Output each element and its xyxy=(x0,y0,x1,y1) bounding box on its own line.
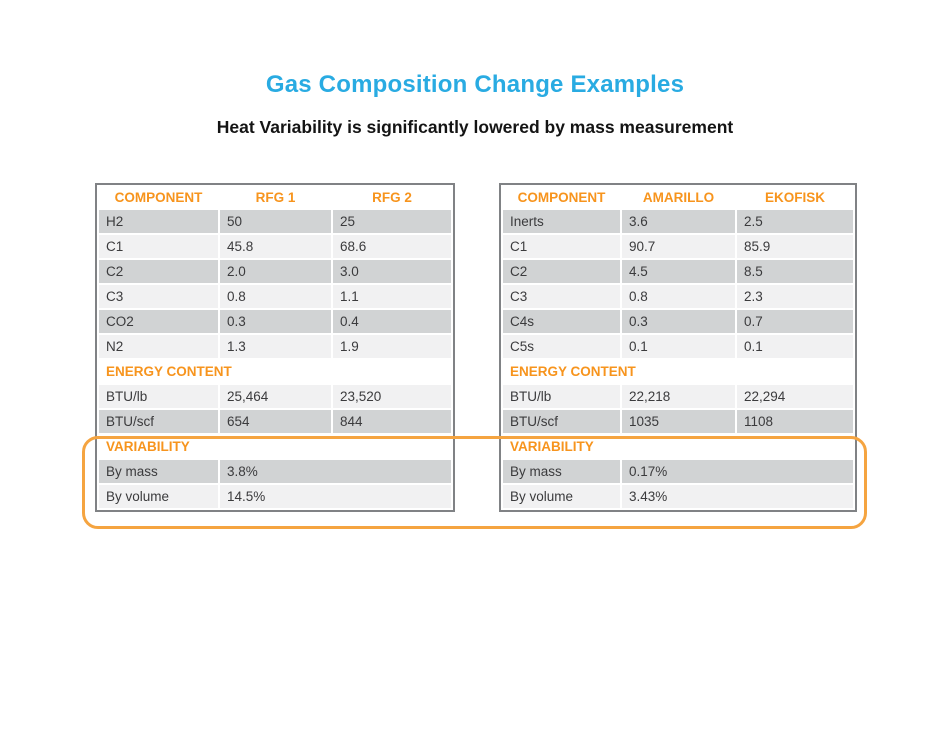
table-row xyxy=(99,460,451,483)
table-row xyxy=(99,335,451,358)
component-cell: C4s xyxy=(503,310,620,333)
value-cell: 2.0 xyxy=(220,260,331,283)
value-cell: 0.7 xyxy=(737,310,853,333)
column-header-rfg1: RFG 1 xyxy=(220,187,331,208)
section-header-row-variability xyxy=(503,435,853,458)
component-cell: By volume xyxy=(503,485,620,508)
value-cell: 0.1 xyxy=(737,335,853,358)
value-cell: 90.7 xyxy=(622,235,735,258)
value-cell: 4.5 xyxy=(622,260,735,283)
component-cell: BTU/scf xyxy=(99,410,218,433)
component-cell: H2 xyxy=(99,210,218,233)
value-cell: 45.8 xyxy=(220,235,331,258)
component-cell: C3 xyxy=(99,285,218,308)
table-row xyxy=(99,210,451,233)
value-cell: 0.17% xyxy=(622,460,853,483)
amarillo-ekofisk-table xyxy=(499,183,857,512)
table-row xyxy=(503,460,853,483)
component-cell: By volume xyxy=(99,485,218,508)
value-cell: 23,520 xyxy=(333,385,451,408)
section-header-label: ENERGY CONTENT xyxy=(99,360,451,383)
value-cell: 0.3 xyxy=(220,310,331,333)
value-cell: 22,294 xyxy=(737,385,853,408)
value-cell: 8.5 xyxy=(737,260,853,283)
table-row xyxy=(99,385,451,408)
component-cell: C1 xyxy=(503,235,620,258)
value-cell: 1.1 xyxy=(333,285,451,308)
value-cell: 1.3 xyxy=(220,335,331,358)
value-cell: 1108 xyxy=(737,410,853,433)
table-header-row xyxy=(503,187,853,208)
value-cell: 14.5% xyxy=(220,485,451,508)
value-cell: 50 xyxy=(220,210,331,233)
rfg-composition-table xyxy=(95,183,455,512)
column-header-rfg2: RFG 2 xyxy=(333,187,451,208)
table-row xyxy=(503,235,853,258)
table-row xyxy=(503,410,853,433)
table-row xyxy=(99,485,451,508)
value-cell: 0.1 xyxy=(622,335,735,358)
component-cell: C2 xyxy=(503,260,620,283)
value-cell: 2.5 xyxy=(737,210,853,233)
component-cell: N2 xyxy=(99,335,218,358)
table-row xyxy=(99,410,451,433)
table-row xyxy=(99,285,451,308)
table-header-row xyxy=(99,187,451,208)
table-row xyxy=(503,210,853,233)
table-row xyxy=(503,310,853,333)
value-cell: 1.9 xyxy=(333,335,451,358)
component-cell: C2 xyxy=(99,260,218,283)
value-cell: 844 xyxy=(333,410,451,433)
value-cell: 0.8 xyxy=(622,285,735,308)
table-row xyxy=(503,285,853,308)
value-cell: 3.43% xyxy=(622,485,853,508)
table-row xyxy=(503,385,853,408)
value-cell: 0.3 xyxy=(622,310,735,333)
value-cell: 654 xyxy=(220,410,331,433)
component-cell: By mass xyxy=(503,460,620,483)
value-cell: 3.0 xyxy=(333,260,451,283)
value-cell: 0.8 xyxy=(220,285,331,308)
table-row xyxy=(99,235,451,258)
section-header-row-energy xyxy=(99,360,451,383)
table-row xyxy=(99,260,451,283)
value-cell: 22,218 xyxy=(622,385,735,408)
value-cell: 68.6 xyxy=(333,235,451,258)
value-cell: 1035 xyxy=(622,410,735,433)
value-cell: 25 xyxy=(333,210,451,233)
page-subtitle: Heat Variability is significantly lowered by mass measurement xyxy=(216,117,734,137)
value-cell: 2.3 xyxy=(737,285,853,308)
value-cell: 85.9 xyxy=(737,235,853,258)
component-cell: By mass xyxy=(99,460,218,483)
column-header-amarillo: AMARILLO xyxy=(622,187,735,208)
value-cell: 3.6 xyxy=(622,210,735,233)
page-title: Gas Composition Change Examples xyxy=(265,71,685,98)
section-header-label: VARIABILITY xyxy=(503,435,853,458)
value-cell: 25,464 xyxy=(220,385,331,408)
column-header-component: COMPONENT xyxy=(503,187,620,208)
component-cell: Inerts xyxy=(503,210,620,233)
table-row xyxy=(503,485,853,508)
component-cell: BTU/scf xyxy=(503,410,620,433)
table-row xyxy=(503,260,853,283)
component-cell: BTU/lb xyxy=(99,385,218,408)
column-header-component: COMPONENT xyxy=(99,187,218,208)
component-cell: C1 xyxy=(99,235,218,258)
component-cell: BTU/lb xyxy=(503,385,620,408)
table-row xyxy=(99,310,451,333)
value-cell: 0.4 xyxy=(333,310,451,333)
column-header-ekofisk: EKOFISK xyxy=(737,187,853,208)
component-cell: C5s xyxy=(503,335,620,358)
value-cell: 3.8% xyxy=(220,460,451,483)
section-header-label: ENERGY CONTENT xyxy=(503,360,853,383)
section-header-label: VARIABILITY xyxy=(99,435,451,458)
table-row xyxy=(503,335,853,358)
section-header-row-energy xyxy=(503,360,853,383)
section-header-row-variability xyxy=(99,435,451,458)
component-cell: CO2 xyxy=(99,310,218,333)
component-cell: C3 xyxy=(503,285,620,308)
